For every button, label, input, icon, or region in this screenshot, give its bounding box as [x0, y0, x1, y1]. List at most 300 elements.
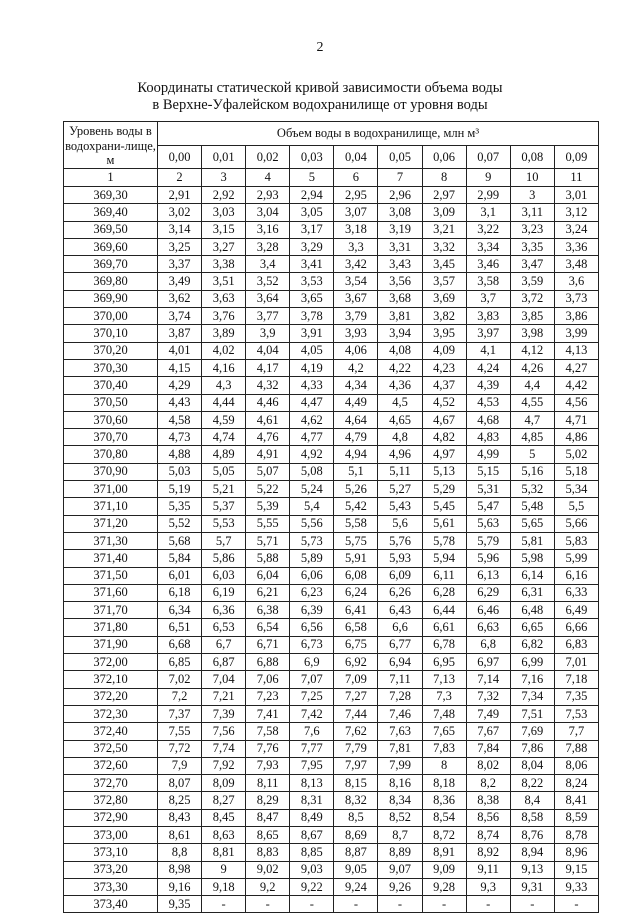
level-cell: 372,20 — [64, 688, 158, 705]
volume-cell: 5,18 — [554, 463, 598, 480]
volume-cell: 6,16 — [554, 567, 598, 584]
volume-cell: 4,27 — [554, 359, 598, 376]
volume-cell: 6,63 — [466, 619, 510, 636]
volume-cell: 8,98 — [158, 861, 202, 878]
level-cell: 373,30 — [64, 878, 158, 895]
level-cell: 371,90 — [64, 636, 158, 653]
column-number: 2 — [158, 169, 202, 187]
column-number: 9 — [466, 169, 510, 187]
volume-cell: 2,99 — [466, 187, 510, 204]
volume-cell: 5,6 — [378, 515, 422, 532]
volume-cell: 8,89 — [378, 844, 422, 861]
level-cell: 370,70 — [64, 429, 158, 446]
volume-cell: 8,11 — [246, 775, 290, 792]
volume-cell: 8,47 — [246, 809, 290, 826]
volume-cell: 6,14 — [510, 567, 554, 584]
volume-header: Объем воды в водохранилище, млн м³ — [158, 122, 599, 146]
volume-cell: 3,57 — [422, 273, 466, 290]
column-number: 4 — [246, 169, 290, 187]
table-row — [64, 688, 599, 705]
volume-cell: 4,91 — [246, 446, 290, 463]
volume-cell: 6,99 — [510, 654, 554, 671]
volume-cell: 8,43 — [158, 809, 202, 826]
table-row — [64, 342, 599, 359]
volume-cell: 7,04 — [202, 671, 246, 688]
volume-cell: 7,58 — [246, 723, 290, 740]
level-cell: 370,40 — [64, 377, 158, 394]
volume-cell: 3,02 — [158, 204, 202, 221]
volume-cell: 4,86 — [554, 429, 598, 446]
volume-cell: 3,07 — [334, 204, 378, 221]
volume-cell: 7,25 — [290, 688, 334, 705]
volume-cell: 4,99 — [466, 446, 510, 463]
volume-cell: 8,27 — [202, 792, 246, 809]
volume-cell: 6,53 — [202, 619, 246, 636]
table-row — [64, 878, 599, 895]
volume-cell: 5,42 — [334, 498, 378, 515]
volume-cell: 3,16 — [246, 221, 290, 238]
table-row — [64, 550, 599, 567]
volume-cell: 3,94 — [378, 325, 422, 342]
volume-cell: 3,46 — [466, 256, 510, 273]
table-row — [64, 757, 599, 774]
table-row — [64, 584, 599, 601]
level-cell: 373,00 — [64, 826, 158, 843]
volume-cell: 3 — [510, 187, 554, 204]
table-row — [64, 238, 599, 255]
volume-cell: 9,16 — [158, 878, 202, 895]
volume-cell: 3,04 — [246, 204, 290, 221]
volume-cell: 4,12 — [510, 342, 554, 359]
level-cell: 371,50 — [64, 567, 158, 584]
volume-cell: 4,05 — [290, 342, 334, 359]
volume-cell: 9,02 — [246, 861, 290, 878]
volume-cell: 6,95 — [422, 654, 466, 671]
table-row — [64, 567, 599, 584]
volume-cell: 3,86 — [554, 308, 598, 325]
volume-cell: 3,54 — [334, 273, 378, 290]
volume-cell: 7,32 — [466, 688, 510, 705]
volume-cell: 8,54 — [422, 809, 466, 826]
volume-cell: 7,3 — [422, 688, 466, 705]
table-row — [64, 446, 599, 463]
volume-cell: 6,82 — [510, 636, 554, 653]
volume-cell: 3,31 — [378, 238, 422, 255]
volume-cell: 6,58 — [334, 619, 378, 636]
volume-cell: 3,65 — [290, 290, 334, 307]
volume-cell: 4,52 — [422, 394, 466, 411]
volume-cell: 8,16 — [378, 775, 422, 792]
volume-cell: 4,97 — [422, 446, 466, 463]
volume-cell: 9,15 — [554, 861, 598, 878]
volume-cell: 6,44 — [422, 602, 466, 619]
volume-cell: 3,08 — [378, 204, 422, 221]
table-row — [64, 515, 599, 532]
level-cell: 369,80 — [64, 273, 158, 290]
level-cell: 371,80 — [64, 619, 158, 636]
column-header: 0,08 — [510, 146, 554, 169]
volume-cell: 3,47 — [510, 256, 554, 273]
volume-cell: 8,67 — [290, 826, 334, 843]
volume-cell: 5,53 — [202, 515, 246, 532]
volume-cell: 8,85 — [290, 844, 334, 861]
volume-cell: 6,51 — [158, 619, 202, 636]
table-row — [64, 463, 599, 480]
volume-cell: 4,19 — [290, 359, 334, 376]
volume-cell: 6,78 — [422, 636, 466, 653]
volume-cell: 5,24 — [290, 481, 334, 498]
volume-cell: 7,74 — [202, 740, 246, 757]
volume-cell: 3,38 — [202, 256, 246, 273]
volume-cell: 5,96 — [466, 550, 510, 567]
level-cell: 372,00 — [64, 654, 158, 671]
volume-cell: 9,18 — [202, 878, 246, 895]
table-row — [64, 273, 599, 290]
volume-cell: 9,31 — [510, 878, 554, 895]
volume-cell: 3,62 — [158, 290, 202, 307]
volume-cell: 5,07 — [246, 463, 290, 480]
volume-cell: 5,76 — [378, 532, 422, 549]
volume-cell: 8,72 — [422, 826, 466, 843]
volume-cell: 6,21 — [246, 584, 290, 601]
volume-cell: 5,05 — [202, 463, 246, 480]
volume-cell: 5,26 — [334, 481, 378, 498]
volume-cell: 7,41 — [246, 705, 290, 722]
level-cell: 371,10 — [64, 498, 158, 515]
level-cell: 372,10 — [64, 671, 158, 688]
volume-cell: 7,77 — [290, 740, 334, 757]
volume-cell: 6,68 — [158, 636, 202, 653]
volume-cell: 4,82 — [422, 429, 466, 446]
volume-cell: 6,33 — [554, 584, 598, 601]
table-row — [64, 861, 599, 878]
volume-cell: 4,65 — [378, 411, 422, 428]
volume-cell: 4,79 — [334, 429, 378, 446]
volume-cell: 5,15 — [466, 463, 510, 480]
volume-cell: 7,11 — [378, 671, 422, 688]
volume-cell: 6,7 — [202, 636, 246, 653]
level-cell: 370,80 — [64, 446, 158, 463]
volume-cell: 4,09 — [422, 342, 466, 359]
column-header: 0,03 — [290, 146, 334, 169]
level-cell: 370,90 — [64, 463, 158, 480]
volume-cell: 7,93 — [246, 757, 290, 774]
table-row — [64, 308, 599, 325]
level-cell: 372,70 — [64, 775, 158, 792]
volume-cell: 5,29 — [422, 481, 466, 498]
column-header: 0,00 — [158, 146, 202, 169]
volume-cell: 7,72 — [158, 740, 202, 757]
volume-cell: 7,13 — [422, 671, 466, 688]
volume-cell: 4,55 — [510, 394, 554, 411]
volume-cell: 5,4 — [290, 498, 334, 515]
volume-cell: 3,6 — [554, 273, 598, 290]
volume-cell: 8,09 — [202, 775, 246, 792]
level-cell: 371,00 — [64, 481, 158, 498]
column-header: 0,02 — [246, 146, 290, 169]
volume-cell: 3,48 — [554, 256, 598, 273]
volume-cell: 6,54 — [246, 619, 290, 636]
level-cell: 370,00 — [64, 308, 158, 325]
volume-cell: 6,36 — [202, 602, 246, 619]
volume-cell: 4,96 — [378, 446, 422, 463]
volume-cell: 5,68 — [158, 532, 202, 549]
volume-cell: 5,16 — [510, 463, 554, 480]
volume-cell: 5,93 — [378, 550, 422, 567]
volume-cell: 3,97 — [466, 325, 510, 342]
volume-cell: 7,18 — [554, 671, 598, 688]
volume-cell: 4,88 — [158, 446, 202, 463]
volume-cell: 6,65 — [510, 619, 554, 636]
volume-cell: 8,45 — [202, 809, 246, 826]
volume-cell: 6,77 — [378, 636, 422, 653]
volume-cell: 4,08 — [378, 342, 422, 359]
volume-cell: 3,76 — [202, 308, 246, 325]
volume-cell: 3,34 — [466, 238, 510, 255]
level-cell: 369,70 — [64, 256, 158, 273]
volume-cell: 4,29 — [158, 377, 202, 394]
volume-cell: 6,28 — [422, 584, 466, 601]
volume-cell: 6,73 — [290, 636, 334, 653]
volume-cell: 5,94 — [422, 550, 466, 567]
table-row — [64, 325, 599, 342]
column-number: 11 — [554, 169, 598, 187]
volume-cell: 7,01 — [554, 654, 598, 671]
volume-cell: 4,62 — [290, 411, 334, 428]
volume-cell: 9,3 — [466, 878, 510, 895]
volume-cell: 3,93 — [334, 325, 378, 342]
volume-cell: 7,56 — [202, 723, 246, 740]
volume-cell: 3,19 — [378, 221, 422, 238]
volume-cell: 4,02 — [202, 342, 246, 359]
column-number: 6 — [334, 169, 378, 187]
volume-cell: 8,22 — [510, 775, 554, 792]
volume-cell: 4,42 — [554, 377, 598, 394]
volume-cell: - — [466, 896, 510, 913]
volume-cell: 3,7 — [466, 290, 510, 307]
volume-cell: 5,79 — [466, 532, 510, 549]
volume-cell: 7,2 — [158, 688, 202, 705]
volume-cell: 5,21 — [202, 481, 246, 498]
volume-cell: 6,66 — [554, 619, 598, 636]
volume-cell: 4,71 — [554, 411, 598, 428]
volume-cell: 5,47 — [466, 498, 510, 515]
volume-cell: 6,49 — [554, 602, 598, 619]
level-cell: 370,50 — [64, 394, 158, 411]
volume-cell: 7,65 — [422, 723, 466, 740]
table-row — [64, 809, 599, 826]
volume-cell: 6,94 — [378, 654, 422, 671]
volume-cell: 6,9 — [290, 654, 334, 671]
table-row — [64, 775, 599, 792]
volume-cell: 5,88 — [246, 550, 290, 567]
table-row — [64, 705, 599, 722]
level-header: Уровень воды в водохрани-лище, м — [64, 122, 158, 169]
volume-cell: 3,81 — [378, 308, 422, 325]
volume-cell: 5,58 — [334, 515, 378, 532]
volume-cell: 2,94 — [290, 187, 334, 204]
volume-cell: 7,51 — [510, 705, 554, 722]
level-cell: 372,60 — [64, 757, 158, 774]
volume-cell: 5,75 — [334, 532, 378, 549]
volume-cell: 7,23 — [246, 688, 290, 705]
volume-cell: 5,39 — [246, 498, 290, 515]
table-row — [64, 654, 599, 671]
level-cell: 371,70 — [64, 602, 158, 619]
volume-cell: 5,48 — [510, 498, 554, 515]
volume-cell: 5,56 — [290, 515, 334, 532]
volume-cell: 7,34 — [510, 688, 554, 705]
level-cell: 369,60 — [64, 238, 158, 255]
volume-cell: 5,78 — [422, 532, 466, 549]
volume-cell: 5,45 — [422, 498, 466, 515]
level-cell: 370,10 — [64, 325, 158, 342]
volume-cell: 5,34 — [554, 481, 598, 498]
volume-cell: 5,03 — [158, 463, 202, 480]
volume-cell: 7,14 — [466, 671, 510, 688]
volume-cell: 8,41 — [554, 792, 598, 809]
volume-cell: 8,36 — [422, 792, 466, 809]
volume-cell: 5,02 — [554, 446, 598, 463]
volume-cell: 5,32 — [510, 481, 554, 498]
volume-cell: 7,07 — [290, 671, 334, 688]
volume-cell: 5,27 — [378, 481, 422, 498]
volume-cell: 6,11 — [422, 567, 466, 584]
volume-cell: 3,91 — [290, 325, 334, 342]
volume-cell: 3,99 — [554, 325, 598, 342]
level-cell: 373,40 — [64, 896, 158, 913]
volume-cell: 4,59 — [202, 411, 246, 428]
level-cell: 370,30 — [64, 359, 158, 376]
volume-cell: 5,31 — [466, 481, 510, 498]
table-row — [64, 429, 599, 446]
volume-cell: 3,69 — [422, 290, 466, 307]
table-row — [64, 221, 599, 238]
page-number: 2 — [316, 40, 324, 55]
column-header: 0,06 — [422, 146, 466, 169]
volume-cell: - — [422, 896, 466, 913]
volume-cell: 7,21 — [202, 688, 246, 705]
table-row — [64, 826, 599, 843]
volume-cell: 7,67 — [466, 723, 510, 740]
volume-cell: 6,06 — [290, 567, 334, 584]
volume-cell: 6,24 — [334, 584, 378, 601]
volume-cell: 3,28 — [246, 238, 290, 255]
volume-cell: 4,32 — [246, 377, 290, 394]
column-number: 3 — [202, 169, 246, 187]
level-cell: 371,30 — [64, 532, 158, 549]
volume-cell: 8,65 — [246, 826, 290, 843]
volume-cell: 8,78 — [554, 826, 598, 843]
volume-cell: 5,61 — [422, 515, 466, 532]
volume-cell: 4,5 — [378, 394, 422, 411]
level-cell: 372,30 — [64, 705, 158, 722]
volume-cell: 4,36 — [378, 377, 422, 394]
volume-cell: 4,39 — [466, 377, 510, 394]
volume-cell: 7,95 — [290, 757, 334, 774]
level-cell: 372,80 — [64, 792, 158, 809]
column-number: 1 — [64, 169, 158, 187]
volume-cell: 7,53 — [554, 705, 598, 722]
volume-cell: 4,15 — [158, 359, 202, 376]
volume-cell: 7,02 — [158, 671, 202, 688]
volume-cell: 5,55 — [246, 515, 290, 532]
volume-cell: 5,7 — [202, 532, 246, 549]
volume-cell: 7,46 — [378, 705, 422, 722]
volume-cell: 9 — [202, 861, 246, 878]
volume-cell: 3,83 — [466, 308, 510, 325]
table-row — [64, 844, 599, 861]
volume-cell: 8,8 — [158, 844, 202, 861]
table-row — [64, 671, 599, 688]
volume-cell: 4,24 — [466, 359, 510, 376]
volume-cell: 3,03 — [202, 204, 246, 221]
volume-cell: 5,98 — [510, 550, 554, 567]
volume-cell: 7,9 — [158, 757, 202, 774]
volume-cell: 3,36 — [554, 238, 598, 255]
volume-cell: 6,61 — [422, 619, 466, 636]
column-number: 5 — [290, 169, 334, 187]
volume-cell: 6,34 — [158, 602, 202, 619]
level-cell: 369,50 — [64, 221, 158, 238]
volume-cell: 3,52 — [246, 273, 290, 290]
volume-cell: 7,55 — [158, 723, 202, 740]
volume-cell: 2,91 — [158, 187, 202, 204]
volume-cell: 3,22 — [466, 221, 510, 238]
volume-cell: 5,13 — [422, 463, 466, 480]
volume-cell: 6,41 — [334, 602, 378, 619]
volume-cell: 2,92 — [202, 187, 246, 204]
volume-cell: 4,89 — [202, 446, 246, 463]
volume-cell: 8,76 — [510, 826, 554, 843]
level-cell: 371,20 — [64, 515, 158, 532]
volume-cell: 8,15 — [334, 775, 378, 792]
volume-cell: 3,15 — [202, 221, 246, 238]
volume-cell: 7,09 — [334, 671, 378, 688]
volume-cell: 3,59 — [510, 273, 554, 290]
volume-cell: 7,99 — [378, 757, 422, 774]
volume-cell: 5,65 — [510, 515, 554, 532]
volume-cell: 6,56 — [290, 619, 334, 636]
volume-cell: 4,43 — [158, 394, 202, 411]
level-cell: 370,60 — [64, 411, 158, 428]
volume-cell: 3,37 — [158, 256, 202, 273]
volume-cell: 7,06 — [246, 671, 290, 688]
volume-cell: 7,62 — [334, 723, 378, 740]
volume-cell: 7,27 — [334, 688, 378, 705]
volume-cell: 6,19 — [202, 584, 246, 601]
volume-cell: 3,85 — [510, 308, 554, 325]
table-row — [64, 187, 599, 204]
volume-cell: 3,01 — [554, 187, 598, 204]
volume-cell: 4,49 — [334, 394, 378, 411]
volume-cell: 3,64 — [246, 290, 290, 307]
volume-cell: 6,75 — [334, 636, 378, 653]
volume-cell: 5,81 — [510, 532, 554, 549]
volume-cell: 4,23 — [422, 359, 466, 376]
level-cell: 369,40 — [64, 204, 158, 221]
table-row — [64, 377, 599, 394]
volume-cell: 3,4 — [246, 256, 290, 273]
volume-cell: 4,4 — [510, 377, 554, 394]
volume-cell: 3,56 — [378, 273, 422, 290]
table-body — [64, 187, 599, 913]
volume-cell: 3,42 — [334, 256, 378, 273]
volume-cell: 8,91 — [422, 844, 466, 861]
volume-cell: 9,09 — [422, 861, 466, 878]
volume-cell: 3,12 — [554, 204, 598, 221]
volume-cell: 7,28 — [378, 688, 422, 705]
